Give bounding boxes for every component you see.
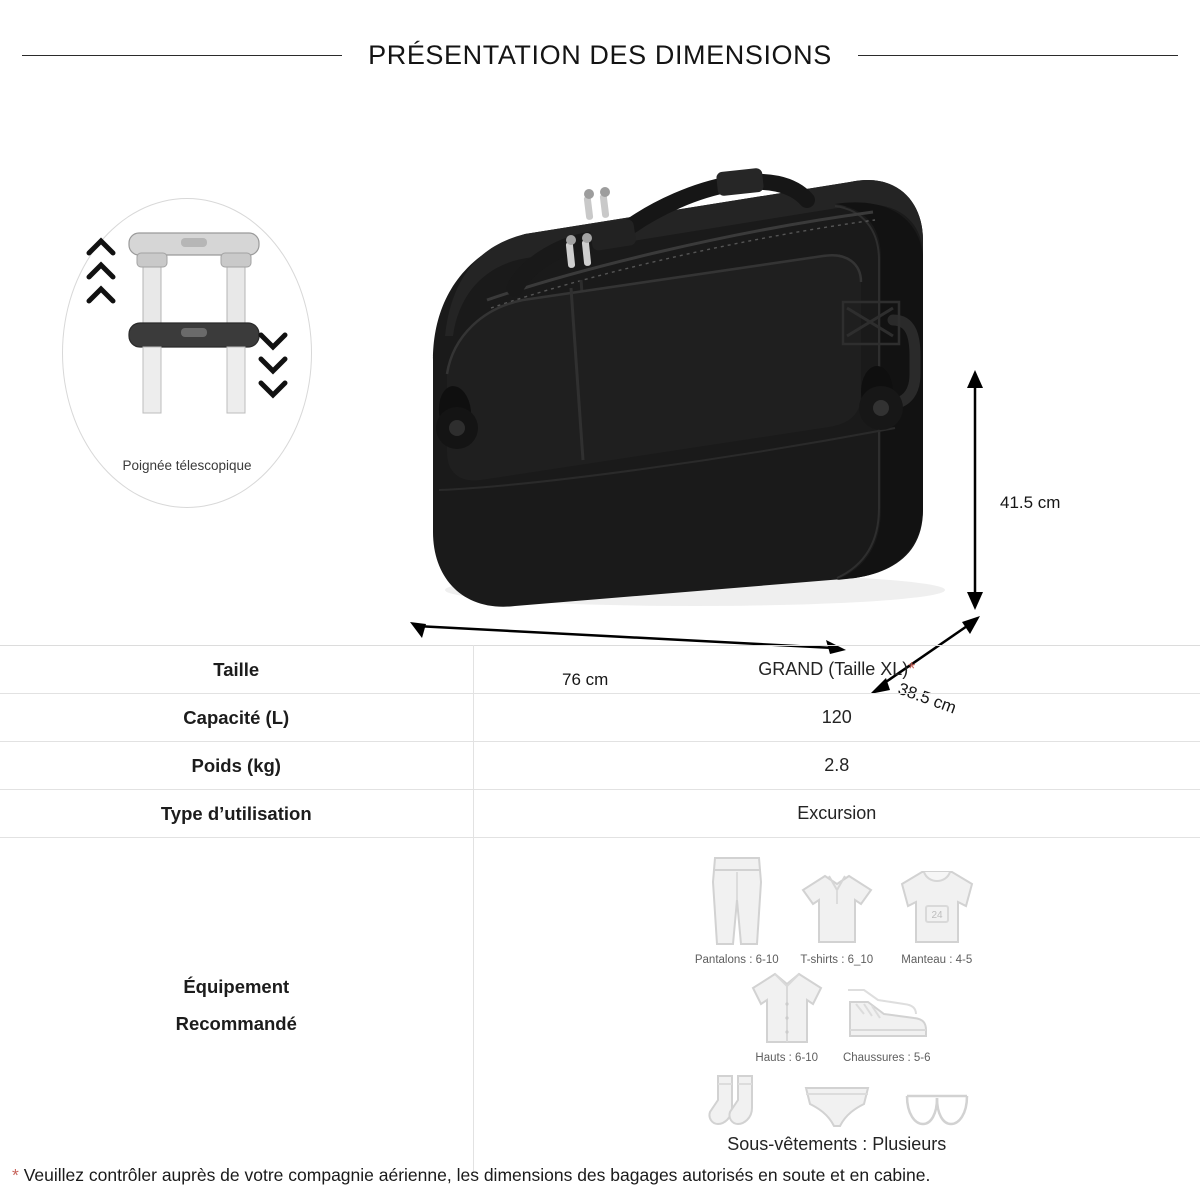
footnote <box>0 1165 1200 1186</box>
equipment-item-briefs <box>791 1070 883 1134</box>
table-row <box>0 646 1200 694</box>
equipment-item-hoodie <box>891 852 983 966</box>
equipment-item-tshirt <box>791 852 883 966</box>
row-label-capacite: Capacité (L) <box>0 694 473 742</box>
hoodie-caption: Manteau : 4-5 <box>901 954 973 966</box>
equipment-item-pants <box>691 852 783 966</box>
telescopic-handle-callout <box>62 198 312 508</box>
telescopic-handle-icon <box>81 225 295 455</box>
briefs-icon <box>802 1070 872 1134</box>
row-label-taille: Taille <box>0 646 473 694</box>
duffel-bag-illustration <box>395 160 975 635</box>
header-rule-left <box>22 55 342 56</box>
pants-icon <box>707 852 767 948</box>
tshirt-caption: T-shirts : 6_10 <box>800 954 874 966</box>
specifications-table <box>0 645 1200 1173</box>
header-rule-right <box>858 55 1178 56</box>
row-value-poids: 2.8 <box>824 755 850 775</box>
shirt-icon <box>749 966 825 1046</box>
equipment-grid <box>474 838 1200 1173</box>
table-row-equipment <box>0 838 1200 1174</box>
row-label-poids: Poids (kg) <box>0 742 473 790</box>
pants-caption: Pantalons : 6-10 <box>694 954 779 966</box>
page-header <box>0 0 1200 110</box>
bra-icon <box>905 1070 969 1134</box>
shoes-icon <box>844 966 930 1046</box>
taille-value: GRAND (Taille XL) <box>758 659 909 679</box>
row-value-type-utilisation: Excursion <box>797 803 877 823</box>
taille-asterisk: * <box>908 659 916 679</box>
shoes-caption: Chaussures : 5-6 <box>842 1052 931 1064</box>
width-dimension-label: 76 cm <box>562 670 609 689</box>
shirt-caption: Hauts : 6-10 <box>755 1052 819 1064</box>
equipment-row-3 <box>474 1070 1200 1134</box>
hoodie-icon <box>898 852 976 948</box>
row-label-equipement <box>0 838 473 1174</box>
equipement-label-line1: Équipement <box>183 976 290 998</box>
underwear-caption: Sous-vêtements : Plusieurs <box>727 1134 947 1154</box>
height-dimension-arrow <box>955 368 995 613</box>
row-value-taille <box>473 646 1200 694</box>
equipment-row-2 <box>474 966 1200 1064</box>
hoodie-badge-text: 24 <box>931 910 943 921</box>
equipment-item-shirt <box>741 966 833 1064</box>
telescopic-handle-caption: Poignée télescopique <box>122 458 252 473</box>
footnote-asterisk: * <box>12 1165 19 1185</box>
row-label-type-utilisation: Type d’utilisation <box>0 790 473 838</box>
equipment-item-socks <box>691 1070 783 1134</box>
bag-image <box>395 160 975 630</box>
height-dimension-label: 41.5 cm <box>1000 493 1061 512</box>
socks-icon <box>708 1070 766 1134</box>
tshirt-icon <box>799 852 875 948</box>
depth-dimension-label: 38.5 cm <box>895 679 959 718</box>
equipment-item-shoes <box>841 966 933 1064</box>
page-title: PRÉSENTATION DES DIMENSIONS <box>368 39 832 70</box>
footnote-text: Veuillez contrôler auprès de votre compagnie aérienne, les dimensions des bagages autorisés en soute et en cabine. <box>23 1165 931 1185</box>
equipment-item-bra <box>891 1070 983 1134</box>
row-value-equipement <box>473 838 1200 1174</box>
equipment-row-1 <box>474 852 1200 966</box>
table-row <box>0 694 1200 742</box>
table-row <box>0 742 1200 790</box>
row-value-capacite: 120 <box>821 707 852 727</box>
table-row <box>0 790 1200 838</box>
equipement-label-line2: Recommandé <box>175 1012 297 1034</box>
